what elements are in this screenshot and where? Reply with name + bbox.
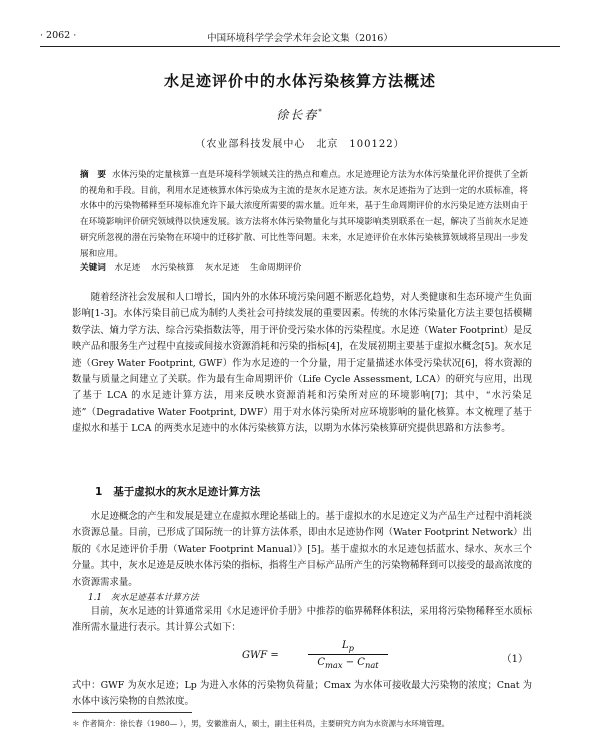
author-line bbox=[0, 106, 600, 123]
author-name: 徐长春 bbox=[276, 108, 319, 122]
author-footnote-mark: * bbox=[318, 108, 324, 116]
keywords-label: 关键词 bbox=[80, 263, 106, 273]
page-number: · 2062 · bbox=[40, 30, 77, 41]
body-paragraph: 目前，灰水足迹的计算通常采用《水足迹评价手册》中推荐的临界稀释体积法，采用将污染物稀释至水质标准所需水量进行表示。其计算公式如下： bbox=[72, 606, 532, 634]
keyword: 灰水足迹 bbox=[204, 263, 240, 273]
equation-numerator: $L_p$ bbox=[308, 640, 388, 655]
journal-title: 中国环境科学学会学术年会论文集（2016） bbox=[207, 33, 393, 44]
keyword: 水足迹 bbox=[114, 263, 141, 273]
keyword: 生命周期评价 bbox=[249, 263, 302, 273]
equation-number: （1） bbox=[501, 654, 528, 665]
section-heading bbox=[95, 484, 260, 499]
intro-paragraph: 随着经济社会发展和人口增长，国内外的水体环境污染问题不断恶化趋势，对人类健康和生态环境产生负面影响[1-3]。水体污染目前已成为制约人类社会可持续发展的重要因素。传统的水体污染量化方法主要包括模糊数学法、熵力学方法、综合污染指数法等，用于评价受污染水体的污染程度。水足迹（Water Footprint）是反映产品和服务生产过程中直接或间接水资源消耗和污染的指标[4]，在发展初期主要基于虚拟水概念[5]。灰水足迹（Grey Water Footprint, GWF）作为水足迹的一个分量，用于定量描述水体受污染状况[6]，将水资源的数量与质量之间建立了关联。作为最有生命周期评价（Life Cycle Assessment, LCA）的研究与应用，出现了基于 LCA 的水足迹计算方法，用来反映水资源消耗和污染所对应的环境影响[7]；其中，“水污染足迹”（Degradative Water Footprint, DWF）用于对水体污染所对应环境影响的量化核算。本文梳理了基于虚拟水和基于 LCA 的两类水足迹中的水体污染核算方法，以期为水体污染核算研究提供思路和方法参考。 bbox=[72, 292, 532, 435]
abstract-text: 水体污染的定量核算一直是环境科学领域关注的热点和难点。水足迹理论方法为水体污染量化评价提供了全新的视角和手段。目前，利用水足迹核算水体污染成为主流的是灰水足迹方法。灰水足迹指为了达到一定的水质标准，将水体中的污染物稀释至环境标准允许下最大浓度所需要的需水量。近年来，基于生命周期评价的水污染足迹方法则由于在环境影响评价研究领域得以快速发展。该方法将水体污染物量化与其环境影响类别联系在一起，解决了当前灰水足迹研究所忽视的潜在污染物在环境中的迁移扩散、可比性等问题。未来，水足迹评价在水体污染核算领域将呈现出一步发展和应用。 bbox=[80, 170, 528, 259]
equation-denominator: $C_{max} - C_{nat}$ bbox=[317, 657, 379, 670]
paper-title: 水足迹评价中的水体污染核算方法概述 bbox=[163, 72, 436, 90]
section-title: 基于虚拟水的灰水足迹计算方法 bbox=[113, 486, 261, 498]
variable-definitions: 式中：GWF 为灰水足迹；Lp 为进入水体的污染物负荷量；Cmax 为水体可接收最大污染物的浓度；Cnat 为水体中该污染物的自然浓度。 bbox=[72, 680, 532, 708]
keyword: 水污染核算 bbox=[151, 263, 195, 273]
header-rule bbox=[40, 46, 560, 47]
equation-fraction bbox=[308, 640, 388, 670]
footnote-rule bbox=[72, 712, 192, 713]
keywords bbox=[80, 261, 528, 276]
equation bbox=[72, 640, 532, 676]
abstract-label: 摘 要 bbox=[80, 170, 107, 180]
abstract bbox=[80, 168, 528, 262]
section-number: 1 bbox=[95, 486, 103, 498]
subsection-heading: 1.1 灰水足迹基本计算方法 bbox=[88, 593, 199, 603]
body-paragraph: 水足迹概念的产生和发展是建立在虚拟水理论基础上的。基于虚拟水的水足迹定义为产品生产过程中消耗淡水资源总量。目前，已形成了国际统一的计算方法体系，即由水足迹协作网（Water Footprint Network）出版的《水足迹评价手册（Water Footprint Manual）》[5]。基于虚拟水的水足迹包括蓝水、绿水、灰水三个分量。其中，灰水足迹是反映水体污染的指标，指将生产目标产品所产生的污染物稀释到可以接受的最高浓度的水资源需求量。 bbox=[72, 511, 532, 588]
running-header bbox=[40, 30, 560, 44]
affiliation: （农业部科技发展中心 北京 100122） bbox=[195, 139, 405, 150]
equation-lhs: GWF = bbox=[242, 650, 279, 661]
footnote: ＊ 作者简介：徐长春（1980— ），男，安徽淮南人，硕士，副主任科员，主要研究方向为水资源与水环境管理。 bbox=[72, 719, 450, 728]
